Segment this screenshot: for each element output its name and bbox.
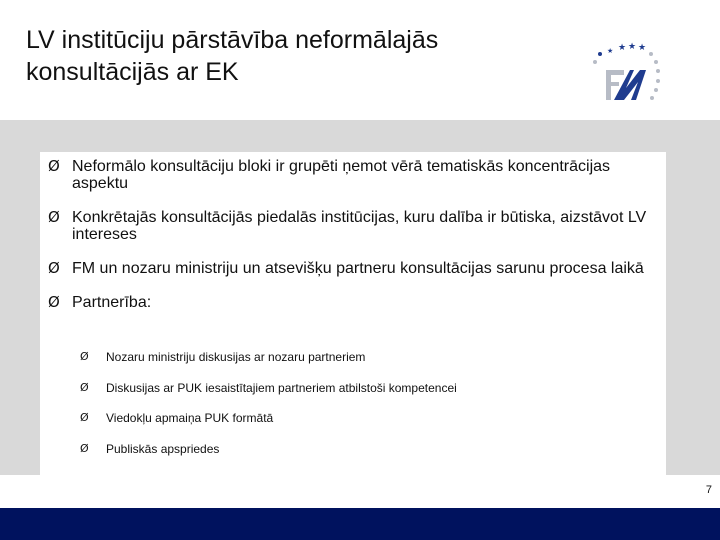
bullet-item bbox=[46, 294, 656, 311]
arrow-bullet-icon: Ø bbox=[48, 293, 60, 311]
title-line-2: konsultācijās ar EK bbox=[26, 58, 239, 86]
arrow-bullet-icon: Ø bbox=[80, 441, 89, 455]
sub-bullet-text: Diskusijas ar PUK iesaistītajiem partneriem atbilstoši kompetencei bbox=[106, 380, 457, 395]
bullet-text: Neformālo konsultāciju bloki ir grupēti ņemot vērā tematiskās koncentrācijas aspektu bbox=[72, 158, 611, 192]
bullet-item bbox=[46, 209, 656, 243]
arrow-bullet-icon: Ø bbox=[80, 350, 89, 363]
bullet-text: Konkrētajās konsultācijās piedalās institūcijas, kuru dalība ir būtiska, aizstāvot LV intereses bbox=[72, 209, 647, 243]
main-bullet-list bbox=[46, 158, 656, 328]
sub-bullet-text: Publiskās apspriedes bbox=[106, 441, 220, 456]
bullet-item bbox=[46, 260, 656, 277]
arrow-bullet-icon: Ø bbox=[80, 380, 89, 394]
arrow-bullet-icon: Ø bbox=[48, 259, 60, 277]
footer-bar bbox=[0, 508, 720, 540]
sub-bullet-item bbox=[80, 410, 640, 426]
arrow-bullet-icon: Ø bbox=[48, 157, 60, 175]
sub-bullet-text: Viedokļu apmaiņa PUK formātā bbox=[106, 411, 274, 425]
sub-bullet-item bbox=[80, 441, 640, 457]
sub-bullet-item bbox=[80, 349, 640, 365]
arrow-bullet-icon: Ø bbox=[48, 208, 60, 226]
bullet-item bbox=[46, 158, 656, 192]
bullet-text: Partnerība: bbox=[72, 294, 152, 311]
svg-text:★: ★ bbox=[607, 47, 614, 55]
svg-text:★: ★ bbox=[638, 43, 647, 53]
partnership-sub-list bbox=[80, 349, 640, 471]
arrow-bullet-icon: Ø bbox=[80, 411, 89, 424]
fm-logo bbox=[588, 38, 664, 110]
bullet-text: FM un nozaru ministriju un atsevišķu partneru konsultācijas sarunu procesa laikā bbox=[72, 260, 644, 277]
svg-text:★: ★ bbox=[628, 42, 637, 52]
sub-bullet-item bbox=[80, 380, 640, 396]
sub-bullet-text: Nozaru ministriju diskusijas ar nozaru partneriem bbox=[106, 350, 366, 364]
slide-title bbox=[26, 24, 566, 88]
fm-monogram-icon bbox=[606, 70, 646, 100]
title-line-1: LV institūciju pārstāvība neformālajās bbox=[26, 26, 439, 54]
svg-text:★: ★ bbox=[618, 43, 627, 53]
page-number: 7 bbox=[705, 484, 712, 496]
